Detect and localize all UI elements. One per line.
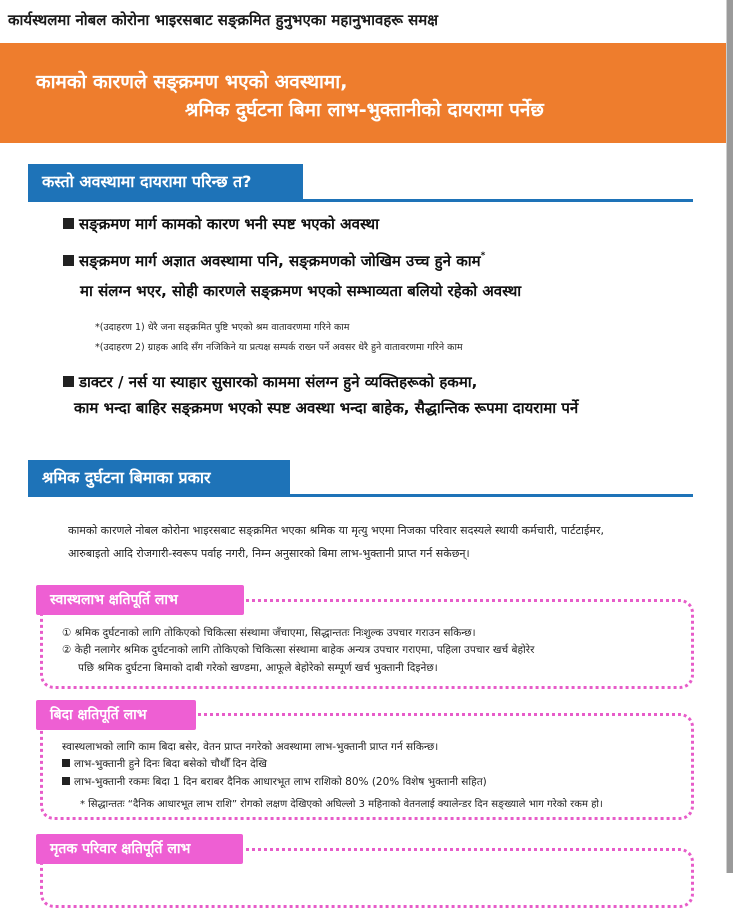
section-insurance-types-rule bbox=[28, 494, 693, 497]
medical-benefit-item-1 bbox=[62, 626, 476, 640]
medical-benefit-label: स्वास्थलाभ क्षतिपूर्ति लाभ bbox=[36, 585, 244, 615]
condition-bullet-3-text: डाक्टर / नर्स या स्याहार सुसारको काममा संलग्न हुने व्यक्तिहरूको हकमा, bbox=[79, 373, 478, 391]
leave-benefit-line2 bbox=[62, 757, 267, 771]
medical-benefit-item-1-text: श्रमिक दुर्घटनाको लागि तोकिएको चिकित्सा संस्थामा जँचाएमा, सिद्धान्ततः निःशुल्क उपचार गराउन सकिन्छ। bbox=[74, 627, 476, 639]
leave-benefit-line3-text: लाभ-भुक्तानी रकमः बिदा 1 दिन बराबर दैनिक आधारभूत लाभ राशिको 80% (20% विशेष भुक्तानी सहित) bbox=[74, 776, 487, 788]
medical-benefit-item-2 bbox=[62, 643, 534, 657]
square-bullet-icon bbox=[63, 376, 74, 387]
condition-bullet-3-continued: काम भन्दा बाहिर सङ्क्रमण भएको स्पष्ट अवस्था भन्दा बाहेक, सैद्धान्तिक रूपमा दायरामा पर्ने bbox=[74, 399, 579, 417]
leave-benefit-label: बिदा क्षतिपूर्ति लाभ bbox=[36, 700, 196, 730]
condition-bullet-1-text: सङ्क्रमण मार्ग कामको कारण भनी स्पष्ट भएको अवस्था bbox=[79, 215, 379, 233]
insurance-intro-line1: कामको कारणले नोबल कोरोना भाइरसबाट सङ्क्रमित भएका श्रमिक या मृत्यु भएमा निजका परिवार सदस्यले स्थायी कर्मचारी, पार्टटाईमर, bbox=[68, 524, 604, 537]
item-number-2: ② bbox=[62, 644, 72, 656]
square-bullet-icon bbox=[63, 255, 74, 266]
section-conditions-rule bbox=[28, 199, 693, 202]
viewer-scrollbar-edge bbox=[727, 0, 733, 873]
square-bullet-icon bbox=[62, 759, 70, 767]
hero-headline-line1: कामको कारणले सङ्क्रमण भएको अवस्थामा, bbox=[36, 71, 348, 93]
leave-benefit-note: * सिद्धान्ततः “दैनिक आधारभूत लाभ राशि” रोगको लक्षण देखिएको अघिल्लो 3 महिनाको वेतनलाई क्यालेन्डर दिन सङ्ख्याले भाग गरेको रकम हो। bbox=[80, 799, 603, 810]
footnote-marker: * bbox=[480, 251, 486, 261]
medical-benefit-item-2-text: केही नलागेर श्रमिक दुर्घटनाको लागि तोकिएको चिकित्सा संस्थामा बाहेक अन्यत्र उपचार गराएमा, पहिला उपचार खर्च बेहोरेर bbox=[74, 644, 535, 656]
condition-bullet-1 bbox=[63, 214, 379, 234]
medical-benefit-item-2-continued: पछि श्रमिक दुर्घटना बिमाको दाबी गरेको खण्डमा, आफूले बेहोरेको सम्पूर्ण खर्च भुक्तानी दिइनेछ। bbox=[78, 662, 438, 674]
square-bullet-icon bbox=[63, 218, 74, 229]
insurance-intro-line2: आरुबाइतो आदि रोजगारी-स्वरूप पर्वाह नगरी, निम्न अनुसारको बिमा लाभ-भुक्तानी प्राप्त गर्न सकेछन्। bbox=[68, 547, 470, 560]
document-top-title: कार्यस्थलमा नोबल कोरोना भाइरसबाट सङ्क्रमित हुनुभएका महानुभावहरू समक्ष bbox=[8, 11, 439, 29]
section-insurance-types-heading: श्रमिक दुर्घटना बिमाका प्रकार bbox=[28, 460, 290, 496]
condition-bullet-2-continued: मा संलग्न भएर, सोही कारणले सङ्क्रमण भएको सम्भाव्यता बलियो रहेको अवस्था bbox=[80, 282, 522, 300]
section-conditions-heading: कस्तो अवस्थामा दायरामा परिन्छ त? bbox=[28, 164, 303, 200]
condition-bullet-2 bbox=[63, 251, 485, 271]
item-number-1: ① bbox=[62, 627, 72, 639]
leave-benefit-line1: स्वास्थलाभको लागि काम बिदा बसेर, वेतन प्राप्त नगरेको अवस्थामा लाभ-भुक्तानी प्राप्त गर्न सकिन्छ। bbox=[62, 741, 439, 753]
leave-benefit-line2-text: लाभ-भुक्तानी हुने दिनः बिदा बसेको चौथौँ दिन देखि bbox=[74, 758, 267, 770]
leave-benefit-line3 bbox=[62, 775, 487, 789]
hero-headline-line2: श्रमिक दुर्घटना बिमा लाभ-भुक्तानीको दायरामा पर्नेछ bbox=[185, 99, 544, 121]
condition-bullet-3 bbox=[63, 372, 477, 392]
condition-bullet-2-text: सङ्क्रमण मार्ग अज्ञात अवस्थामा पनि, सङ्क्रमणको जोखिम उच्च हुने काम bbox=[79, 252, 481, 270]
survivor-benefit-label: मृतक परिवार क्षतिपूर्ति लाभ bbox=[36, 834, 243, 864]
square-bullet-icon bbox=[62, 777, 70, 785]
example-note-1: *(उदाहरण 1) धेरै जना सङ्क्रमित पुष्टि भएको श्रम वातावरणमा गरिने काम bbox=[95, 322, 350, 333]
example-note-2: *(उदाहरण 2) ग्राहक आदि सँग नजिकिने या प्रत्यक्ष सम्पर्क राख्न पर्ने अवसर धेरै हुने वातावरणमा गरिने काम bbox=[95, 342, 463, 353]
